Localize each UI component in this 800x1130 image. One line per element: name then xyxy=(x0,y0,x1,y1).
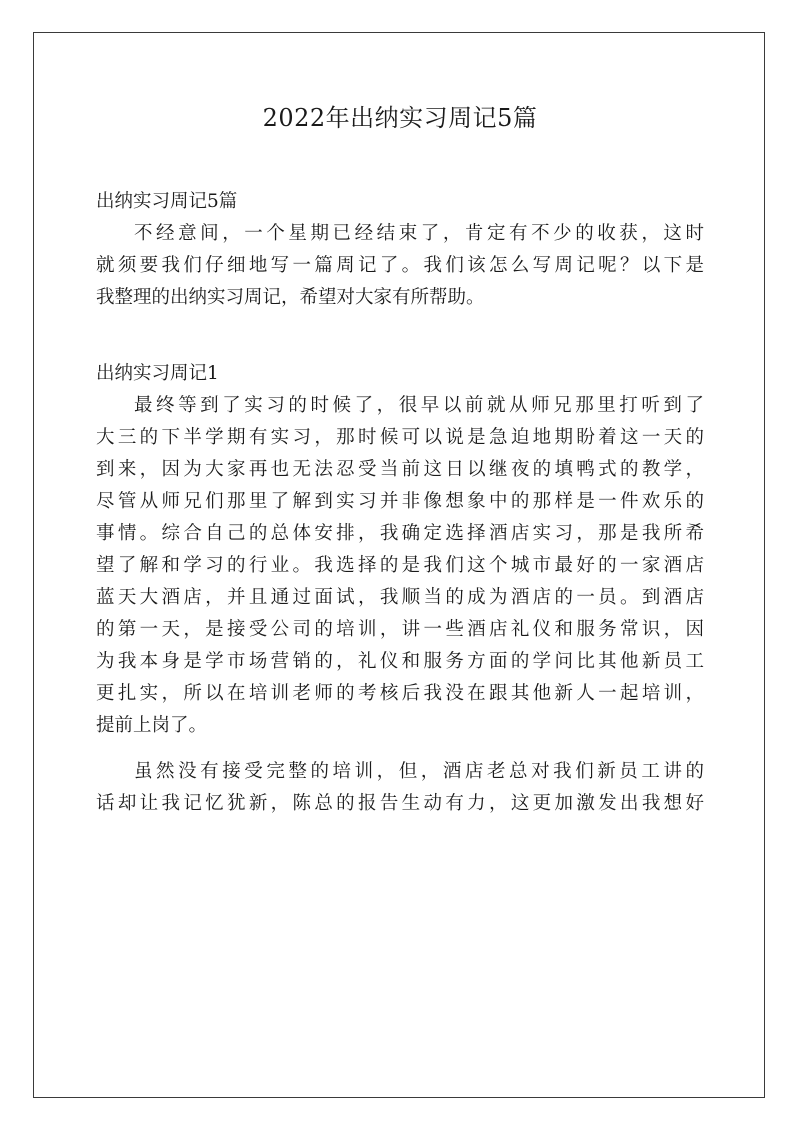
paragraph-line: 事情。综合自己的总体安排，我确定选择酒店实习，那是我所希 xyxy=(96,523,704,544)
intro-line: 不经意间，一个星期已经结束了，肯定有不少的收获，这时 xyxy=(134,223,704,244)
paragraph-line: 蓝天大酒店，并且通过面试，我顺当的成为酒店的一员。到酒店 xyxy=(96,587,704,608)
paragraph-line: 到来，因为大家再也无法忍受当前这日以继夜的填鸭式的教学， xyxy=(96,459,704,480)
paragraph-line: 提前上岗了。 xyxy=(96,715,208,736)
section-heading: 出纳实习周记1 xyxy=(96,363,219,384)
intro-line: 我整理的出纳实习周记，希望对大家有所帮助。 xyxy=(96,287,485,308)
document-title: 2022年出纳实习周记5篇 xyxy=(262,104,538,132)
body-paragraph-2 xyxy=(96,756,704,820)
paragraph-line: 虽然没有接受完整的培训，但，酒店老总对我们新员工讲的 xyxy=(134,761,704,782)
paragraph-line: 更扎实，所以在培训老师的考核后我没在跟其他新人一起培训， xyxy=(96,683,704,704)
intro-line: 就须要我们仔细地写一篇周记了。我们该怎么写周记呢？以下是 xyxy=(96,255,704,276)
paragraph-line: 望了解和学习的行业。我选择的是我们这个城市最好的一家酒店 xyxy=(96,555,704,576)
paragraph-line: 的第一天，是接受公司的培训，讲一些酒店礼仪和服务常识，因 xyxy=(96,619,704,640)
paragraph-line: 话却让我记忆犹新，陈总的报告生动有力，这更加激发出我想好 xyxy=(96,793,704,814)
section-spacer xyxy=(96,314,704,358)
document-subtitle: 出纳实习周记5篇 xyxy=(96,191,238,212)
paragraph-line: 尽管从师兄们那里了解到实习并非像想象中的那样是一件欢乐的 xyxy=(96,491,704,512)
body-paragraph-1 xyxy=(96,390,704,742)
paragraph-line: 大三的下半学期有实习，那时候可以说是急迫地期盼着这一天的 xyxy=(96,427,704,448)
document-body xyxy=(96,186,704,820)
paragraph-line: 为我本身是学市场营销的，礼仪和服务方面的学问比其他新员工 xyxy=(96,651,704,672)
intro-paragraph xyxy=(96,218,704,314)
paragraph-line: 最终等到了实习的时候了，很早以前就从师兄那里打听到了 xyxy=(134,395,704,416)
paragraph-spacer xyxy=(96,742,704,756)
